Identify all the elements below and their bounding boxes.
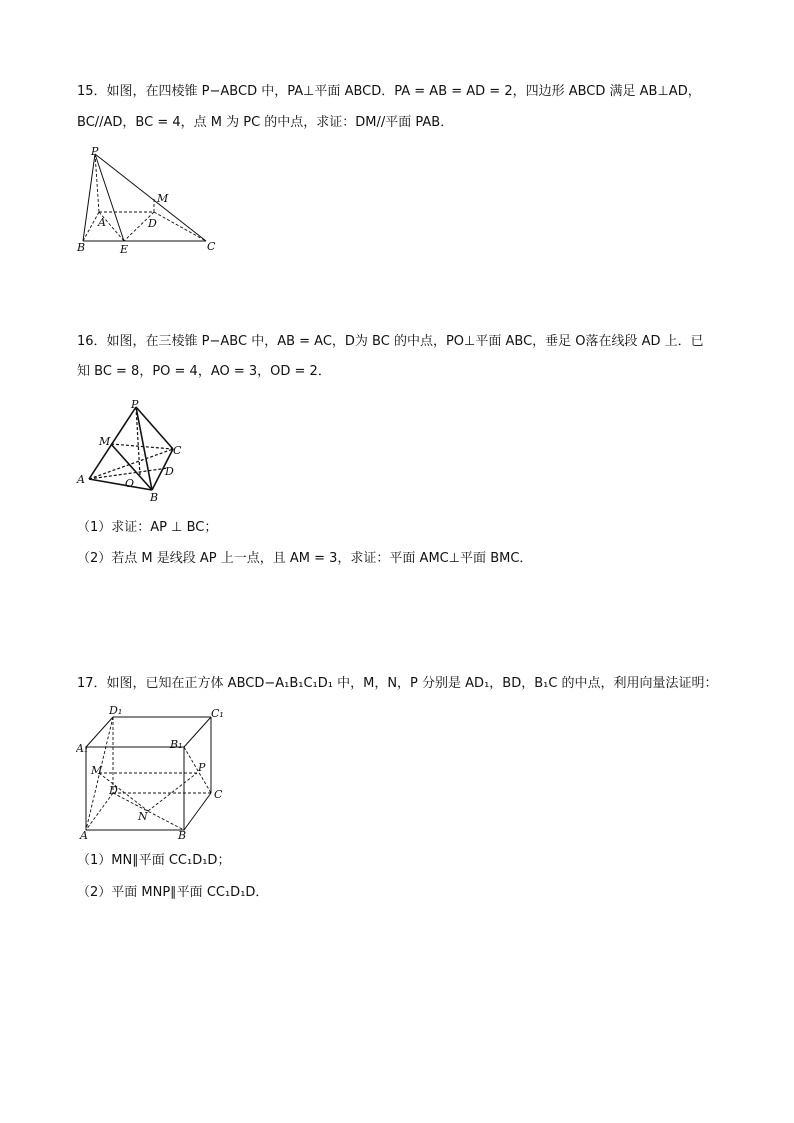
problem-16-line-2: 知 BC = 8，PO = 4，AO = 3，OD = 2．	[77, 364, 331, 379]
label-d: D	[148, 217, 157, 230]
label-e: E	[120, 243, 129, 256]
problem-15-line-2: BC//AD，BC = 4，点 M 为 PC 的中点，求证：DM//平面 PAB．	[77, 115, 454, 130]
label-d: D	[109, 784, 118, 797]
label-p: P	[91, 145, 99, 158]
label-a1: A₁	[76, 742, 89, 755]
problem-17-line-1: 17．如图，已知在正方体 ABCD−A₁B₁C₁D₁ 中，M，N，P 分别是 AD₁，BD，B₁C 的中点，利用向量法证明：	[77, 676, 718, 691]
label-c1: C₁	[211, 707, 224, 720]
label-a: A	[80, 829, 88, 840]
label-n: N	[138, 810, 148, 823]
cube-figure-17	[76, 705, 236, 840]
label-c: C	[173, 444, 182, 457]
label-a: A	[77, 473, 85, 486]
label-a: A	[98, 216, 106, 229]
label-m: M	[91, 764, 103, 777]
label-b: B	[178, 829, 187, 840]
label-b: B	[77, 241, 86, 254]
label-b: B	[150, 491, 159, 504]
label-d1: D₁	[109, 705, 123, 717]
label-c: C	[214, 788, 223, 801]
pyramid-figure-15	[76, 145, 221, 260]
label-o: O	[125, 477, 135, 490]
label-p: P	[198, 761, 206, 774]
label-m: M	[157, 192, 169, 205]
label-m: M	[99, 435, 111, 448]
label-b1: B₁	[170, 738, 183, 751]
problem-16-question-1: （1）求证：AP ⊥ BC；	[77, 520, 218, 535]
tetrahedron-figure-16	[76, 395, 186, 505]
label-c: C	[207, 240, 216, 253]
problem-15-line-1: 15．如图，在四棱锥 P−ABCD 中，PA⊥平面 ABCD．PA = AB = AD = 2，四边形 ABCD 满足 AB⊥AD，	[77, 84, 701, 99]
label-p: P	[131, 398, 139, 411]
problem-16-line-1: 16．如图，在三棱锥 P−ABC 中，AB = AC，D为 BC 的中点，PO⊥平面 ABC，垂足 O落在线段 AD 上．已	[77, 334, 704, 349]
problem-16-question-2: （2）若点 M 是线段 AP 上一点，且 AM = 3，求证：平面 AMC⊥平面 BMC．	[77, 551, 533, 566]
problem-17-question-2: （2）平面 MNP∥平面 CC₁D₁D．	[77, 885, 269, 900]
problem-17-question-1: （1）MN∥平面 CC₁D₁D；	[77, 853, 231, 868]
label-d: D	[165, 465, 174, 478]
